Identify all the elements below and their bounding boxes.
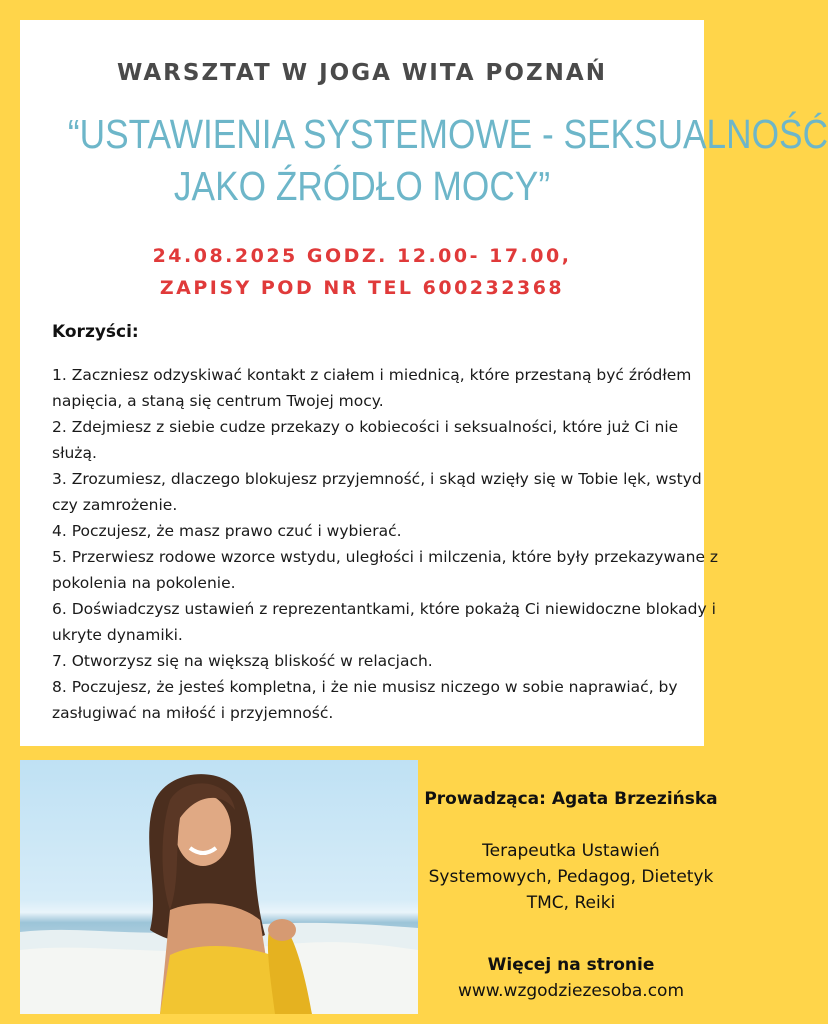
leader-info: [418, 760, 724, 1014]
flyer-card: [20, 20, 828, 746]
leader-photo: [20, 760, 418, 1014]
more-info-label: Więcej na stronie: [487, 955, 655, 975]
event-date: 24.08.2025 GODZ. 12.00- 17.00,: [152, 245, 572, 267]
benefits-list: [52, 362, 720, 726]
list-item: 7. Otworzysz się na większą bliskość w relacjach.: [52, 652, 433, 670]
list-item: 2. Zdejmiesz z siebie cudze przekazy o kobiecości i seksualności, które już Ci nie służą.: [52, 418, 679, 462]
event-title: [67, 108, 828, 212]
event-title-line-2: JAKO ŹRÓDŁO MOCY”: [173, 163, 551, 209]
list-item: 8. Poczujesz, że jesteś kompletna, i że nie musisz niczego w sobie naprawiać, by zasługiwać na miłość i przyjemność.: [52, 678, 678, 722]
leader-name: Prowadząca: Agata Brzezińska: [424, 789, 718, 809]
event-kicker: WARSZTAT W JOGA WITA POZNAŃ: [117, 60, 607, 86]
list-item: 1. Zaczniesz odzyskiwać kontakt z ciałem i miednicą, które przestaną być źródłem napięcia, a staną się centrum Twojej mocy.: [52, 366, 692, 410]
benefits-heading: Korzyści:: [52, 322, 139, 342]
list-item: 6. Doświadczysz ustawień z reprezentantkami, które pokażą Ci niewidoczne blokady i ukryte dynamiki.: [52, 600, 716, 644]
website-link[interactable]: www.wzgodziezesoba.com: [457, 981, 685, 1001]
event-signup: ZAPISY POD NR TEL 600232368: [159, 277, 565, 299]
list-item: 4. Poczujesz, że masz prawo czuć i wybierać.: [52, 522, 402, 540]
event-title-line-1: “USTAWIENIA SYSTEMOWE - SEKSUALNOŚĆ: [67, 111, 828, 157]
list-item: 3. Zrozumiesz, dlaczego blokujesz przyjemność, i skąd wzięły się w Tobie lęk, wstyd czy zamrożenie.: [52, 470, 702, 514]
event-when: [20, 240, 704, 304]
leader-role: Terapeutka Ustawień Systemowych, Pedagog, Dietetyk TMC, Reiki: [428, 841, 714, 913]
list-item: 5. Przerwiesz rodowe wzorce wstydu, uległości i milczenia, które były przekazywane z pokolenia na pokolenie.: [52, 548, 719, 592]
beach-woman-photo: [20, 760, 418, 1014]
